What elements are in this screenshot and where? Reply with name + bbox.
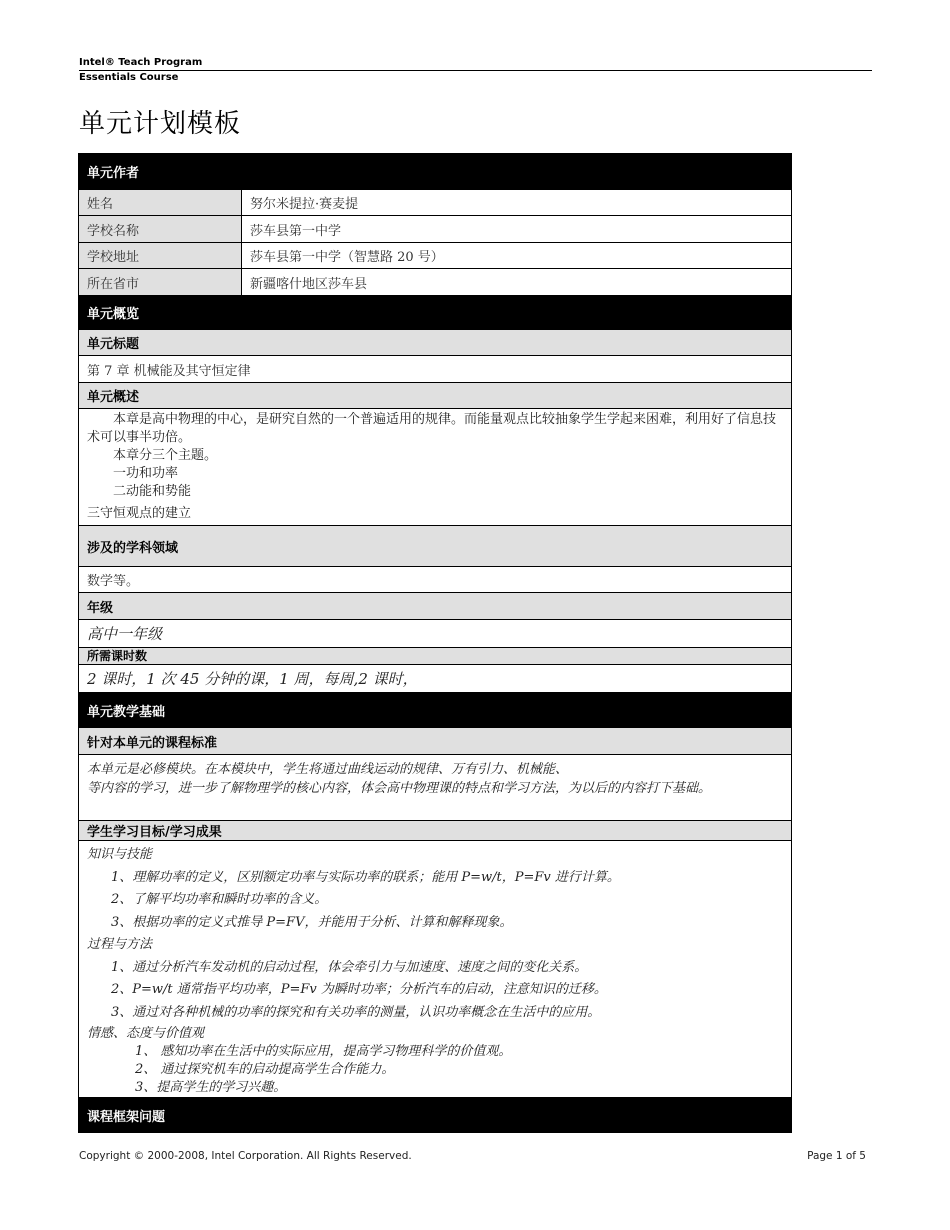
author-value: 莎车县第一中学 [242,216,792,243]
author-row-name [79,190,792,216]
objective-item: 3、根据功率的定义式推导 P=FV，并能用于分析、计算和解释现象。 [111,914,513,930]
objective-item: 2、P=w/t 通常指平均功率，P=Fv 为瞬时功率；分析汽车的启动，注意知识的迁移。 [111,982,607,997]
summary-paragraph: 三守恒观点的建立 [87,506,192,521]
objective-item: 3、通过对各种机械的功率的探究和有关功率的测量，认识功率概念在生活中的应用。 [111,1004,601,1020]
author-row-region [79,269,792,296]
section-framework: 课程框架问题 [79,1098,792,1133]
author-row-address [79,243,792,269]
unit-plan-table [78,153,792,1133]
section-basis: 单元教学基础 [79,693,792,728]
objective-item: 1、理解功率的定义，区别额定功率与实际功率的联系；能用 P=w/t，P=Fv 进行计算。 [111,869,620,885]
footer-page-number: Page 1 of 5 [807,1150,866,1162]
summary-paragraph: 本章分三个主题。 [113,448,218,463]
author-label: 学校地址 [79,243,242,269]
grade: 高中一年级 [79,620,792,648]
author-value: 努尔米提拉·赛麦提 [242,190,792,216]
objective-item: 2、 通过探究机车的启动提高学生合作能力。 [135,1062,395,1077]
emotion-heading: 情感、态度与价值观 [87,1026,205,1041]
course-name: Essentials Course [79,72,179,83]
summary-paragraph: 二动能和势能 [113,484,192,499]
summary-paragraph: 本章是高中物理的中心，是研究自然的一个普遍适用的规律。而能量观点比较抽象学生学起来困难，利用好了信息技术可以事半功倍。 [87,412,777,445]
author-row-school [79,216,792,243]
author-value: 莎车县第一中学（智慧路 20 号） [242,243,792,269]
grade-label: 年级 [79,593,792,620]
program-name: Intel® Teach Program [79,57,203,68]
standards-line: 本单元是必修模块。在本模块中，学生将通过曲线运动的规律、万有引力、机械能、 [87,762,569,777]
page-title: 单元计划模板 [79,109,242,139]
process-heading: 过程与方法 [87,937,153,952]
standards-line: 等内容的学习，进一步了解物理学的核心内容，体会高中物理课的特点和学习方法，为以后的内容打下基础。 [87,781,712,796]
page-header [79,56,872,84]
unit-title-label: 单元标题 [79,330,792,356]
standards-label: 针对本单元的课程标准 [79,728,792,755]
objectives-label: 学生学习目标/学习成果 [79,821,792,841]
author-label: 所在省市 [79,269,242,296]
author-label: 学校名称 [79,216,242,243]
author-value: 新疆喀什地区莎车县 [242,269,792,296]
section-author: 单元作者 [79,154,792,190]
hours-label: 所需课时数 [79,648,792,665]
objective-item: 2、了解平均功率和瞬时功率的含义。 [111,892,328,907]
objective-item: 1、通过分析汽车发动机的启动过程，体会牵引力与加速度、速度之间的变化关系。 [111,959,588,975]
author-label: 姓名 [79,190,242,216]
summary-paragraph: 一功和功率 [113,466,179,481]
summary-label: 单元概述 [79,383,792,409]
footer-copyright: Copyright © 2000-2008, Intel Corporation. All Rights Reserved. [79,1150,412,1162]
unit-summary [79,409,792,526]
subjects: 数学等。 [79,567,792,593]
section-overview: 单元概览 [79,296,792,330]
objective-item: 3、提高学生的学习兴趣。 [135,1080,287,1095]
knowledge-heading: 知识与技能 [87,847,153,862]
unit-title: 第 7 章 机械能及其守恒定律 [79,356,792,383]
subjects-label: 涉及的学科领域 [79,526,792,567]
learning-objectives [79,841,792,1098]
objective-item: 1、 感知功率在生活中的实际应用，提高学习物理科学的价值观。 [135,1044,512,1059]
curriculum-standards [79,755,792,821]
hours: 2 课时，1 次 45 分钟的课，1 周，每周,2 课时， [79,665,792,693]
